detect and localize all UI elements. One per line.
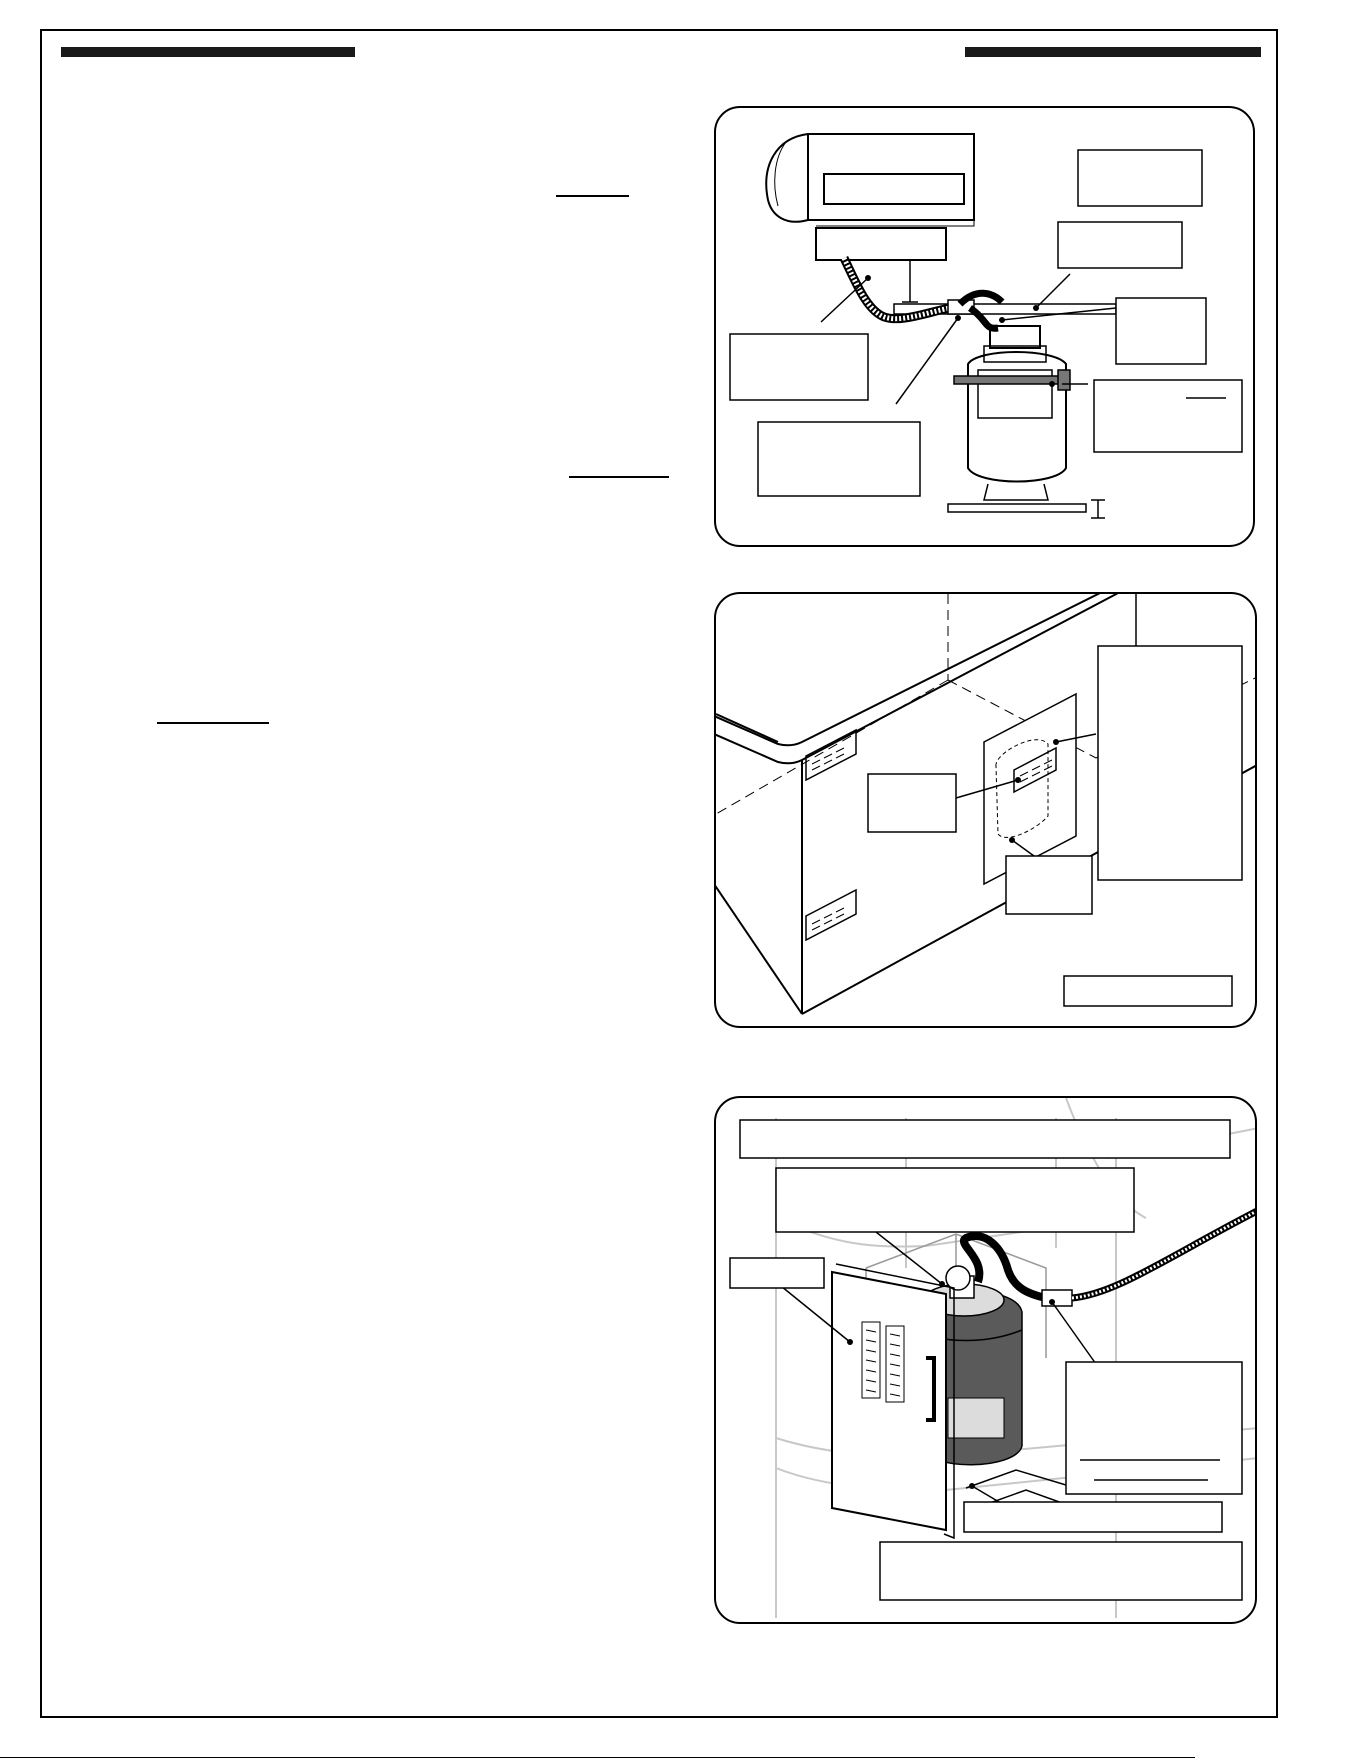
tank-shelf bbox=[948, 504, 1086, 512]
callout-box-9 bbox=[1006, 856, 1092, 914]
callout-box-15 bbox=[964, 1502, 1222, 1532]
callout-box-7 bbox=[1098, 646, 1242, 880]
body-rule-3 bbox=[157, 722, 269, 724]
figure-3-illustration bbox=[716, 1098, 1257, 1624]
callout-box-14 bbox=[1066, 1362, 1242, 1494]
figure-1-illustration bbox=[716, 108, 1255, 547]
figure-3-panel bbox=[714, 1096, 1257, 1624]
header-bar-left bbox=[61, 47, 355, 57]
grill-body bbox=[808, 134, 974, 220]
access-door bbox=[832, 1272, 946, 1530]
grill-hood bbox=[766, 134, 808, 222]
callout-box-12 bbox=[776, 1168, 1134, 1232]
body-rule-2 bbox=[569, 476, 669, 478]
control-box bbox=[816, 228, 946, 260]
callout-box-4 bbox=[1094, 380, 1242, 452]
callout-box-2 bbox=[1058, 222, 1182, 268]
footer-rule bbox=[0, 1757, 1195, 1758]
callout-box-13 bbox=[730, 1258, 824, 1288]
callout-box-3 bbox=[1116, 298, 1206, 364]
body-rule-1 bbox=[556, 195, 629, 197]
callout-box-5 bbox=[730, 334, 868, 400]
figure-1-panel bbox=[714, 106, 1255, 547]
callout-box-16 bbox=[880, 1542, 1242, 1600]
figure-2-illustration bbox=[716, 594, 1257, 1028]
figure-2-panel bbox=[714, 592, 1257, 1028]
corrugated-hose bbox=[844, 258, 950, 319]
callout-box-8 bbox=[868, 774, 956, 832]
header-bar-right bbox=[965, 47, 1261, 57]
grill-label-box bbox=[824, 174, 964, 204]
regulator-hose bbox=[970, 308, 998, 328]
callout-box-6 bbox=[758, 422, 920, 496]
callout-box-10 bbox=[1064, 976, 1232, 1006]
callout-box-11 bbox=[740, 1120, 1230, 1158]
callout-box-1 bbox=[1078, 150, 1202, 206]
tank-strap bbox=[954, 376, 1064, 384]
